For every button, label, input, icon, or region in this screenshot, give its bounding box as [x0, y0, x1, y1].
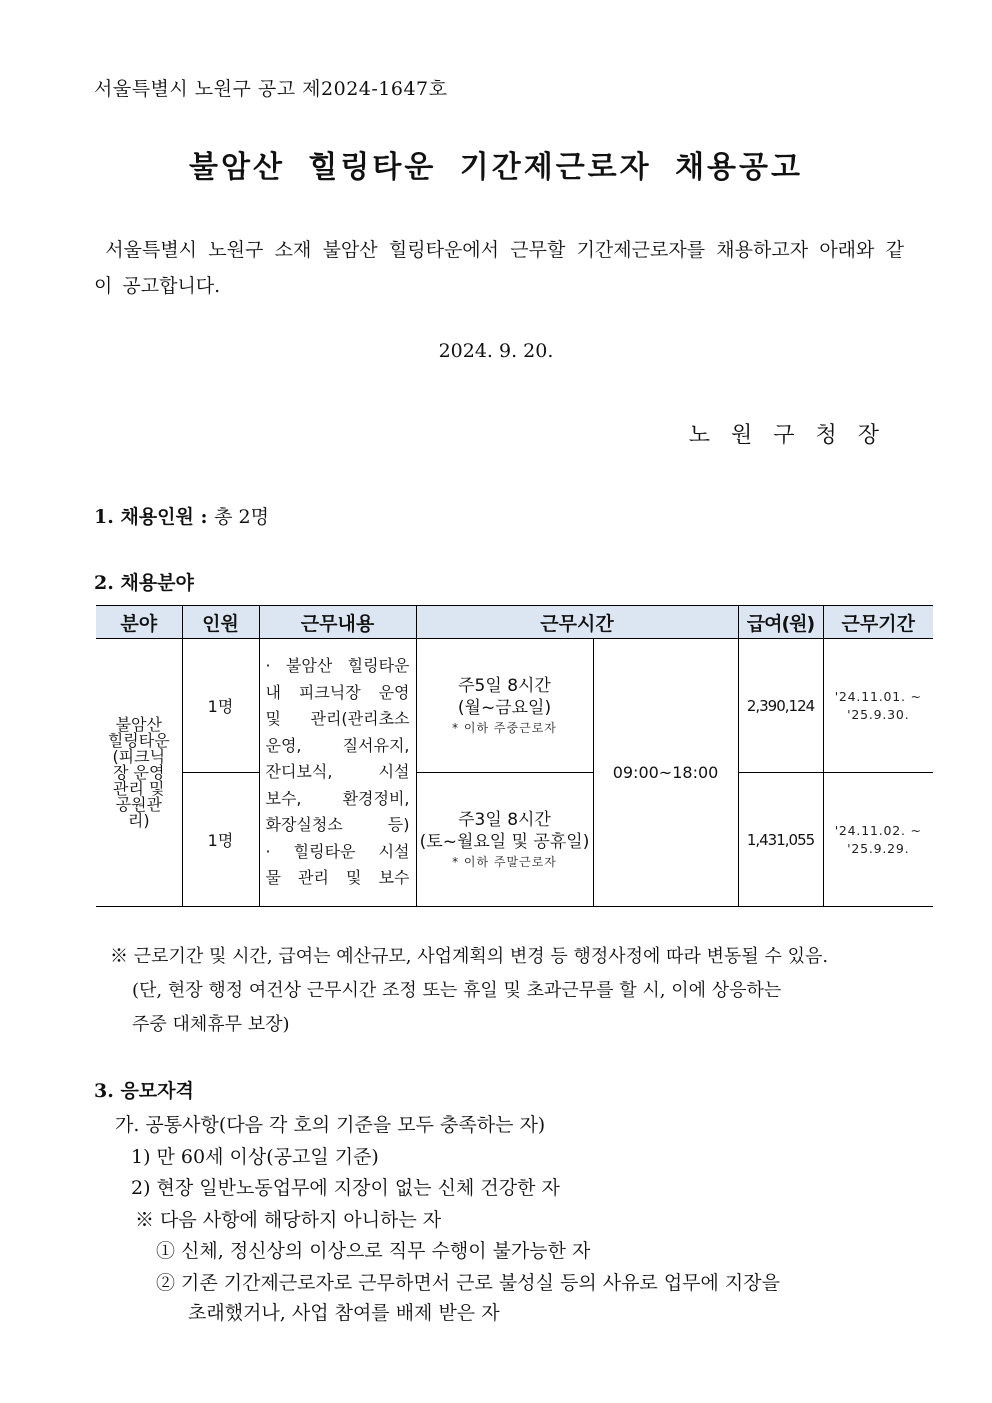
- period-cell: '24.11.01. ~ '25.9.30.: [823, 639, 933, 773]
- table-footnote: [110, 940, 910, 1042]
- footnote-line: (단, 현장 행정 여건상 근무시간 조정 또는 휴일 및 초과근무를 할 시, 이에 상응하는: [132, 980, 782, 1001]
- section-1-heading: 1. 채용인원 :: [94, 506, 208, 528]
- notice-number: 서울특별시 노원구 공고 제2024-1647호: [94, 78, 448, 100]
- col-header-field: 분야: [96, 606, 182, 639]
- duty-cell: · 불암산 힐링타운 내 피크닉장 운영 및 관리(관리초소 운영, 질서유지, 잔디보식, 시설 보수, 환경정비, 화장실청소 등) · 힐링타운 시설 물 관리 및 보수: [259, 639, 416, 907]
- schedule-cell: 주3일 8시간 (토~월요일 및 공휴일) * 이하 주말근로자: [416, 773, 593, 907]
- qualification-line: 2) 현장 일반노동업무에 지장이 없는 신체 건강한 자: [131, 1177, 560, 1199]
- schedule-cell: 주5일 8시간 (월~금요일) * 이하 주중근로자: [416, 639, 593, 773]
- section-2-heading: 2. 채용분야: [94, 572, 194, 594]
- table-header-row: [96, 606, 933, 639]
- qualification-line: 초래했거나, 사업 참여를 배제 받은 자: [188, 1302, 500, 1324]
- table-row: [96, 773, 933, 907]
- daily-hours-cell: 09:00~18:00: [593, 639, 738, 907]
- field-cell: 불암산 힐링타운 (피크닉 장 운영 관리 및 공원관 리): [96, 639, 182, 907]
- signer: 노원구청장: [688, 423, 900, 448]
- recruitment-table: [96, 605, 933, 907]
- section-1-headcount: [94, 502, 269, 529]
- notice-date: 2024. 9. 20.: [438, 340, 554, 362]
- period-cell: '24.11.02. ~ '25.9.29.: [823, 773, 933, 907]
- pay-cell: 1,431,055: [738, 773, 823, 907]
- col-header-headcount: 인원: [182, 606, 259, 639]
- headcount-cell: 1명: [182, 773, 259, 907]
- footnote-line: 주중 대체휴무 보장): [132, 1014, 290, 1035]
- headcount-cell: 1명: [182, 639, 259, 773]
- qualification-line: 가. 공통사항(다음 각 호의 기준을 모두 충족하는 자): [115, 1114, 546, 1136]
- section-3-heading: 3. 응모자격: [94, 1080, 194, 1102]
- qualification-line: ① 신체, 정신상의 이상으로 직무 수행이 불가능한 자: [156, 1240, 591, 1262]
- qualification-line: 1) 만 60세 이상(공고일 기준): [131, 1146, 379, 1168]
- col-header-duty: 근무내용: [259, 606, 416, 639]
- col-header-period: 근무기간: [823, 606, 933, 639]
- col-header-pay: 급여(원): [738, 606, 823, 639]
- col-header-hours: 근무시간: [416, 606, 738, 639]
- intro-paragraph: 서울특별시 노원구 소재 불암산 힐링타운에서 근무할 기간제근로자를 채용하고자 아래와 같이 공고합니다.: [94, 239, 905, 297]
- qualification-line: ② 기존 기간제근로자로 근무하면서 근로 불성실 등의 사유로 업무에 지장을: [156, 1272, 780, 1294]
- qualification-line: ※ 다음 사항에 해당하지 아니하는 자: [135, 1209, 442, 1231]
- footnote-line: ※ 근로기간 및 시간, 급여는 예산규모, 사업계획의 변경 등 행정사정에 따라 변동될 수 있음.: [110, 946, 829, 967]
- table-row: [96, 639, 933, 773]
- section-1-value: 총 2명: [214, 506, 269, 528]
- page-title: 불암산 힐링타운 기간제근로자 채용공고: [189, 150, 803, 185]
- pay-cell: 2,390,124: [738, 639, 823, 773]
